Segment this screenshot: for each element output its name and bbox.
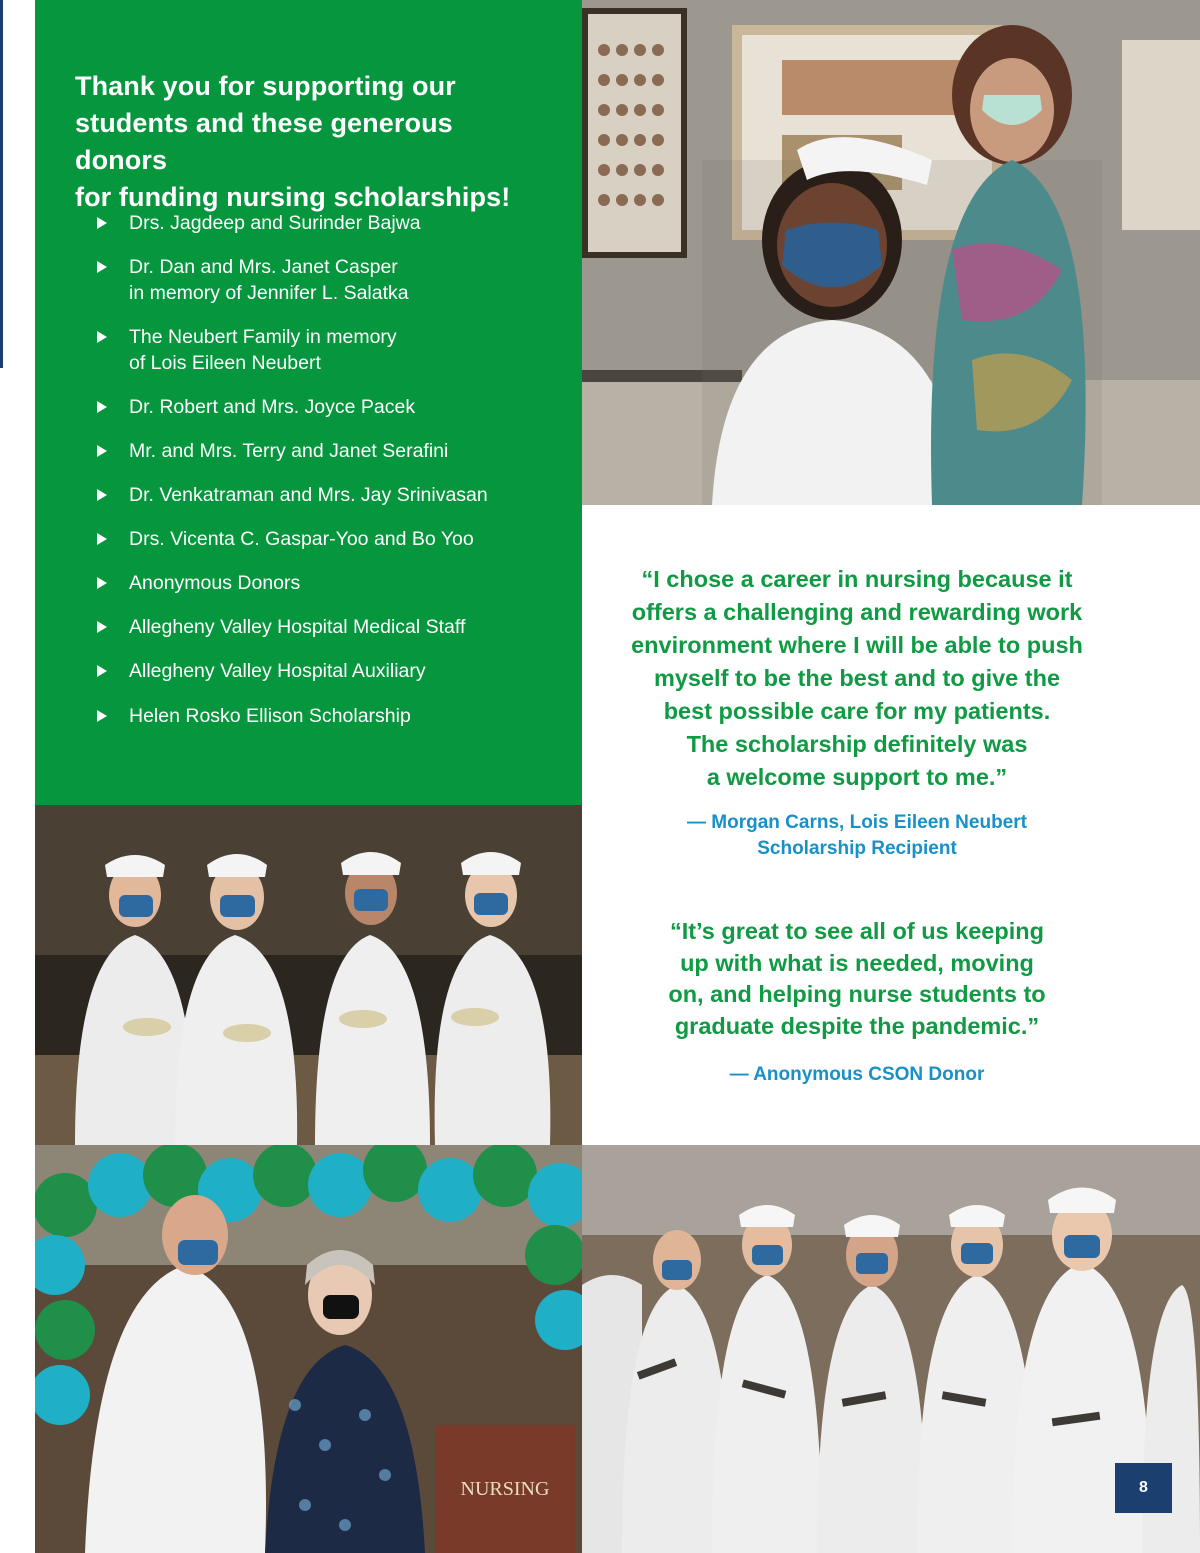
heading-line: students and these generous donors [75, 108, 453, 175]
triangle-bullet-icon [97, 489, 107, 501]
triangle-bullet-icon [97, 331, 107, 343]
quote-line: graduate despite the pandemic.” [674, 1012, 1040, 1039]
nursing-sign-text: NURSING [460, 1478, 550, 1500]
quote-line: up with what is needed, moving [680, 949, 1034, 976]
quote-line: environment where I will be able to push [631, 632, 1083, 658]
donor-item [95, 614, 555, 640]
photo-nurses-reading [582, 1145, 1200, 1553]
attribution-line: Scholarship Recipient [757, 838, 957, 859]
donor-name: in memory of Jennifer L. Salatka [129, 282, 409, 304]
photo-balloon-handshake [35, 1145, 582, 1553]
quote-morgan-carns [612, 563, 1102, 794]
donor-item [95, 570, 555, 596]
quote-line: The scholarship definitely was [686, 731, 1028, 757]
donor-name: The Neubert Family in memory [129, 326, 397, 348]
donor-item [95, 438, 555, 464]
triangle-bullet-icon [97, 217, 107, 229]
donor-item [95, 482, 555, 508]
donor-name: Allegheny Valley Hospital Medical Staff [129, 616, 466, 638]
donor-thanks-panel [35, 0, 582, 805]
donor-item [95, 254, 555, 306]
triangle-bullet-icon [97, 401, 107, 413]
quote-line: on, and helping nurse students to [668, 981, 1046, 1007]
triangle-bullet-icon [97, 665, 107, 677]
triangle-bullet-icon [97, 445, 107, 457]
donor-list [95, 210, 555, 729]
donor-name: Helen Rosko Ellison Scholarship [129, 705, 411, 727]
quote-line: a welcome support to me.” [706, 764, 1008, 790]
donor-name: Anonymous Donors [129, 572, 301, 594]
donor-item [95, 658, 555, 684]
donor-name: of Lois Eileen Neubert [129, 352, 321, 374]
quote-attribution [612, 810, 1102, 862]
donor-name: Drs. Vicenta C. Gaspar-Yoo and Bo Yoo [129, 528, 474, 550]
donor-item [95, 324, 555, 376]
donor-name: Dr. Venkatraman and Mrs. Jay Srinivasan [129, 484, 488, 506]
donor-item [95, 210, 555, 236]
attribution-line: — Morgan Carns, Lois Eileen Neubert [687, 812, 1027, 833]
page-edge-line [0, 0, 3, 368]
page-number: 8 [1115, 1463, 1172, 1513]
photo-capping-ceremony [582, 0, 1200, 505]
quote-attribution [612, 1062, 1102, 1088]
heading-line: for funding nursing scholarships! [75, 182, 511, 212]
quote-anonymous-donor [612, 916, 1102, 1042]
quote-line: offers a challenging and rewarding work [631, 599, 1083, 625]
triangle-bullet-icon [97, 621, 107, 633]
heading-line: Thank you for supporting our [75, 71, 456, 101]
donor-item [95, 703, 555, 729]
triangle-bullet-icon [97, 577, 107, 589]
donor-item [95, 394, 555, 420]
donor-name: Mr. and Mrs. Terry and Janet Serafini [129, 440, 449, 462]
quote-line: “It’s great to see all of us keeping [670, 918, 1044, 944]
triangle-bullet-icon [97, 533, 107, 545]
quote-line: “I chose a career in nursing because it [641, 566, 1073, 592]
donor-name: Dr. Dan and Mrs. Janet Casper [129, 256, 398, 278]
photo-four-nurses [35, 805, 582, 1145]
panel-heading [75, 68, 545, 216]
donor-name: Dr. Robert and Mrs. Joyce Pacek [129, 396, 416, 418]
quote-line: myself to be the best and to give the [653, 665, 1061, 691]
quote-line: best possible care for my patients. [663, 698, 1051, 724]
donor-name: Allegheny Valley Hospital Auxiliary [129, 660, 426, 682]
attribution-line: — Anonymous CSON Donor [729, 1064, 985, 1085]
donor-name: Drs. Jagdeep and Surinder Bajwa [129, 212, 421, 234]
donor-item [95, 526, 555, 552]
triangle-bullet-icon [97, 710, 107, 722]
triangle-bullet-icon [97, 261, 107, 273]
